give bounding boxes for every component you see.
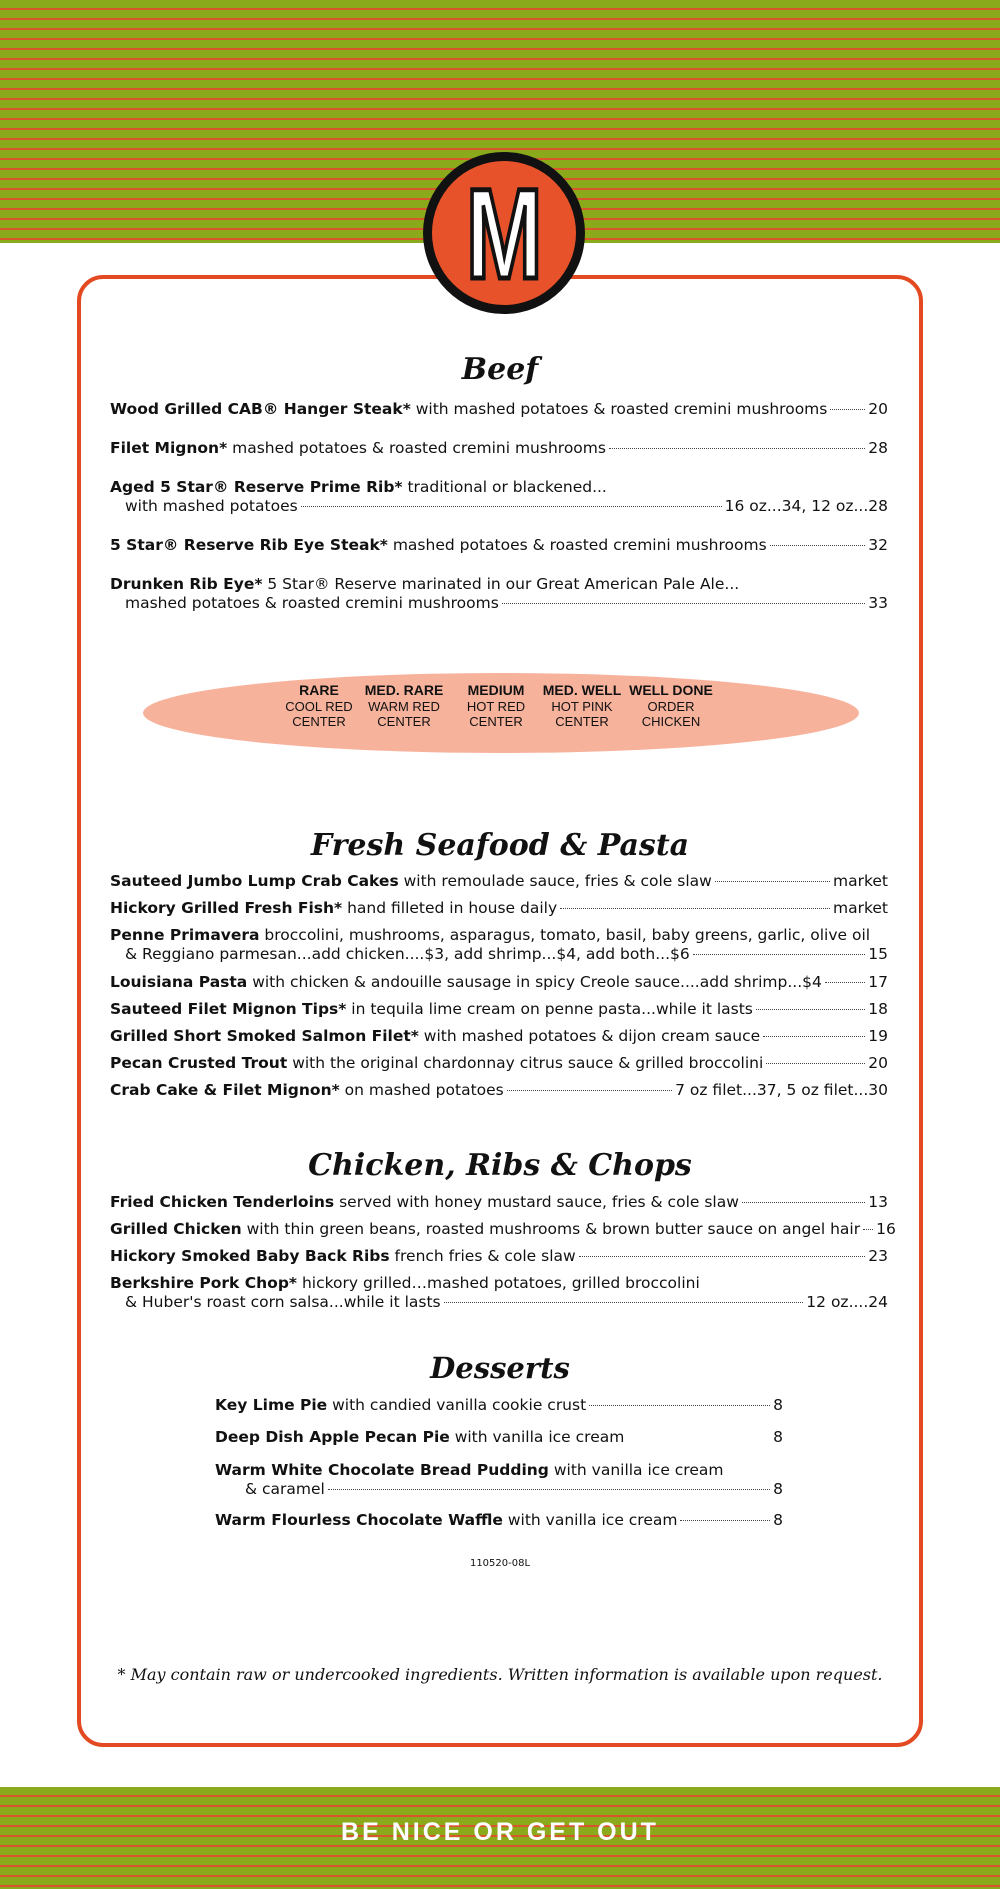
item-desc: with chicken & andouille sausage in spicy Creole sauce....add shrimp...$4 — [247, 973, 822, 991]
item-desc: with mashed potatoes & dijon cream sauce — [418, 1027, 761, 1045]
menu-code: 110520-08L — [469, 1558, 531, 1569]
doneness-line2: CENTER — [292, 714, 346, 729]
item-name: Fried Chicken Tenderloins — [110, 1193, 335, 1211]
menu-item — [110, 439, 888, 458]
menu-item — [110, 1081, 888, 1100]
doneness-line1: COOL RED — [285, 699, 353, 714]
menu-item — [110, 1000, 888, 1019]
item-desc-cont: mashed potatoes & roasted cremini mushrooms — [125, 594, 499, 612]
disclaimer: * May contain raw or undercooked ingredients. Written information is available upon request. — [117, 1665, 883, 1684]
item-desc: hickory grilled…mashed potatoes, grilled broccolini — [297, 1274, 700, 1292]
item-price: 16 — [876, 1220, 896, 1238]
item-desc: with mashed potatoes & roasted cremini mushrooms — [410, 400, 828, 418]
doneness-level: MEDIUM — [467, 682, 525, 698]
item-desc: with candied vanilla cookie crust — [327, 1396, 587, 1414]
item-price: 33 — [868, 594, 888, 612]
item-desc: served with honey mustard sauce, fries & cole slaw — [334, 1193, 739, 1211]
doneness-level: MED. RARE — [364, 682, 444, 698]
item-desc: 5 Star® Reserve marinated in our Great American Pale Ale... — [262, 575, 740, 593]
item-name: Hickory Smoked Baby Back Ribs — [110, 1247, 390, 1265]
menu-item — [110, 1054, 888, 1073]
item-price: 12 oz....24 — [806, 1293, 888, 1311]
item-price: 8 — [773, 1396, 783, 1414]
item-desc: french fries & cole slaw — [389, 1247, 576, 1265]
section-title-beef: Beef — [461, 352, 539, 387]
item-desc: with the original chardonnay citrus sauce & grilled broccolini — [287, 1054, 764, 1072]
item-name: Louisiana Pasta — [110, 973, 248, 991]
item-price: 28 — [868, 439, 888, 457]
item-desc: hand filleted in house daily — [342, 899, 558, 917]
menu-item — [110, 1220, 896, 1239]
item-desc: mashed potatoes & roasted cremini mushrooms — [387, 536, 767, 554]
menu-item — [110, 1027, 888, 1046]
menu-item — [110, 1193, 888, 1212]
item-name: Drunken Rib Eye* — [110, 575, 263, 593]
item-price: market — [832, 899, 888, 917]
item-price: 18 — [868, 1000, 888, 1018]
doneness-line2: CENTER — [469, 714, 523, 729]
item-price: 20 — [868, 400, 888, 418]
menu-item — [110, 872, 888, 891]
item-price: 7 oz filet...37, 5 oz filet...30 — [675, 1081, 888, 1099]
menu-item — [215, 1461, 783, 1499]
doneness-line1: HOT RED — [466, 699, 526, 714]
doneness-medium — [446, 681, 546, 729]
doneness-line2: CENTER — [555, 714, 609, 729]
item-name: Hickory Grilled Fresh Fish* — [110, 899, 343, 917]
item-desc-cont: with mashed potatoes — [125, 497, 298, 515]
logo — [423, 152, 585, 314]
item-price: 8 — [773, 1428, 783, 1446]
logo-circle — [432, 161, 576, 305]
item-price: 17 — [868, 973, 888, 991]
item-price: 8 — [773, 1511, 783, 1529]
doneness-line1: WARM RED — [368, 699, 440, 714]
item-name: 5 Star® Reserve Rib Eye Steak* — [110, 536, 388, 554]
menu-item — [110, 575, 888, 613]
item-name: Filet Mignon* — [110, 439, 228, 457]
doneness-level: WELL DONE — [629, 682, 713, 698]
menu-item — [215, 1428, 783, 1447]
menu-item — [110, 926, 888, 964]
item-desc-cont: & Huber's roast corn salsa...while it lasts — [125, 1293, 441, 1311]
item-price: market — [832, 872, 888, 890]
item-name: Warm White Chocolate Bread Pudding — [215, 1461, 549, 1479]
item-desc: with remoulade sauce, fries & cole slaw — [398, 872, 712, 890]
menu-item — [110, 478, 888, 516]
item-desc: with vanilla ice cream — [502, 1511, 678, 1529]
section-title-seafood: Fresh Seafood & Pasta — [310, 828, 690, 863]
item-name: Sauteed Jumbo Lump Crab Cakes — [110, 872, 399, 890]
item-name: Warm Flourless Chocolate Waffle — [215, 1511, 503, 1529]
item-desc: in tequila lime cream on penne pasta...while it lasts — [346, 1000, 753, 1018]
item-name: Pecan Crusted Trout — [110, 1054, 288, 1072]
item-desc: with vanilla ice cream — [548, 1461, 724, 1479]
item-desc-cont: & Reggiano parmesan...add chicken....$3, add shrimp...$4, add both...$6 — [125, 945, 690, 963]
item-price: 15 — [868, 945, 888, 963]
menu-item — [110, 899, 888, 918]
item-price: 16 oz...34, 12 oz...28 — [724, 497, 888, 515]
item-name: Grilled Chicken — [110, 1220, 242, 1238]
doneness-line2: CENTER — [377, 714, 431, 729]
menu-item — [215, 1511, 783, 1530]
item-name: Sauteed Filet Mignon Tips* — [110, 1000, 347, 1018]
item-price: 19 — [868, 1027, 888, 1045]
item-price: 20 — [868, 1054, 888, 1072]
menu-item — [110, 1247, 888, 1266]
item-name: Aged 5 Star® Reserve Prime Rib* — [110, 478, 403, 496]
item-desc: with vanilla ice cream — [449, 1428, 625, 1446]
section-title-chicken: Chicken, Ribs & Chops — [308, 1148, 692, 1183]
item-name: Crab Cake & Filet Mignon* — [110, 1081, 340, 1099]
slogan: BE NICE OR GET OUT — [341, 1818, 659, 1846]
doneness-line2: CHICKEN — [641, 714, 701, 729]
item-name: Grilled Short Smoked Salmon Filet* — [110, 1027, 419, 1045]
doneness-level: MED. WELL — [542, 682, 622, 698]
item-price: 8 — [773, 1480, 783, 1498]
item-price: 23 — [868, 1247, 888, 1265]
item-name: Wood Grilled CAB® Hanger Steak* — [110, 400, 411, 418]
menu-item — [110, 400, 888, 419]
item-name: Berkshire Pork Chop* — [110, 1274, 298, 1292]
item-desc: mashed potatoes & roasted cremini mushrooms — [227, 439, 606, 457]
doneness-line1: HOT PINK — [551, 699, 613, 714]
item-desc: traditional or blackened... — [402, 478, 607, 496]
item-desc: on mashed potatoes — [339, 1081, 504, 1099]
item-desc-cont: & caramel — [245, 1480, 325, 1498]
menu-item — [110, 973, 888, 992]
doneness-med-well — [532, 681, 632, 729]
item-name: Deep Dish Apple Pecan Pie — [215, 1428, 450, 1446]
doneness-well-done — [620, 681, 722, 729]
menu-item — [110, 536, 888, 555]
item-desc: broccolini, mushrooms, asparagus, tomato, basil, baby greens, garlic, olive oil — [259, 926, 871, 944]
doneness-line1: ORDER — [647, 699, 695, 714]
doneness-med-rare — [354, 681, 454, 729]
item-price: 13 — [868, 1193, 888, 1211]
doneness-level: RARE — [299, 682, 339, 698]
item-price: 32 — [868, 536, 888, 554]
menu-item — [110, 1274, 888, 1312]
logo-letter: M — [465, 163, 543, 306]
menu-item — [215, 1396, 783, 1415]
section-title-desserts: Desserts — [430, 1351, 570, 1385]
item-name: Key Lime Pie — [215, 1396, 328, 1414]
item-name: Penne Primavera — [110, 926, 260, 944]
item-desc: with thin green beans, roasted mushrooms & brown butter sauce on angel hair — [241, 1220, 861, 1238]
